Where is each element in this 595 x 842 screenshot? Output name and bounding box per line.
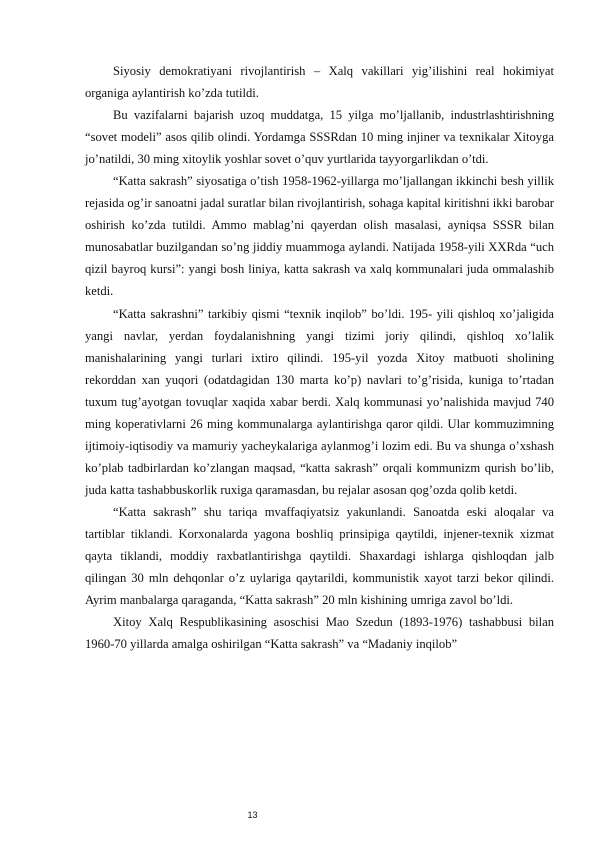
paragraph: “Katta sakrashni” tarkibiy qismi “texnik inqilob” bo’ldi. 195- yili qishloq xo’jaligida yangi navlar, yerdan foydalanishning yangi tizimi joriy qilindi, qishloq xo’lalik manishalarining yangi turlari ixtiro qilindi. 195-yil yozda Xitoy matbuoti sholining rekorddan xan yuqori (odatdagidan 130 marta ko’p) navlari to’g’risida, kuniga to’rtadan tuxum tug’ayotgan tovuqlar xaqida xabar berdi. Xalq kommunasi yo’nalishida mavjud 740 ming koperativlarni 26 ming kommunalarga aylantirishga qaror qildi. Ular kommuzimning ijtimoiy-iqtisodiy va mamuriy yacheykalariga aylanmog’i lozim edi. Bu va shunga o’xshash ko’plab tadbirlardan ko’zlangan maqsad, “katta sakrash” orqali kommunizm qurish bo’lib, juda katta tashabbuskorlik ruxiga qaramasdan, bu rejalar asosan qog’ozda qolib ketdi.	[85, 306, 554, 497]
page-number: 13	[247, 810, 258, 820]
body-text	[85, 60, 554, 655]
paragraph: “Katta sakrash” siyosatiga o’tish 1958-1962-yillarga mo’ljallangan ikkinchi besh yillik rejasida og’ir sanoatni jadal suratlar bilan rivojlantirish, sohaga kapital kiritishni ikki barobar oshirish ko’zda tutildi. Ammo mablag’ni qayerdan olish masalasi, ayniqsa SSSR bilan munosabatlar buzilgandan so’ng jiddiy muammoga aylandi. Natijada 1958-yili XXRda “uch qizil bayroq kursi”: yangi bosh liniya, katta sakrash va xalq kommunalari juda ommalashib ketdi.	[85, 174, 554, 299]
paragraph: “Katta sakrash” shu tariqa mvaffaqiyatsiz yakunlandi. Sanoatda eski aloqalar va tartiblar tiklandi. Korxonalarda yagona boshliq prinsipiga qaytildi, injener-texnik xizmat qayta tiklandi, moddiy raxbatlantirishga qaytildi. Shaxardagi ishlarga qishloqdan jalb qilingan 30 mln dehqonlar o’z uylariga qaytarildi, kommunistik xayot tarzi bekor qilindi. Ayrim manbalarga qaraganda, “Katta sakrash” 20 mln kishining umriga zavol bo’ldi.	[85, 504, 554, 608]
paragraph: Xitoy Xalq Respublikasining asoschisi Mao Szedun (1893-1976) tashabbusi bilan 1960-70 yillarda amalga oshirilgan “Katta sakrash” va “Madaniy inqilob”	[85, 615, 554, 652]
paragraph: Siyosiy demokratiyani rivojlantirish – Xalq vakillari yig’ilishini real hokimiyat organiga aylantirish ko’zda tutildi.	[85, 64, 554, 101]
paragraph: Bu vazifalarni bajarish uzoq muddatga, 15 yilga mo’ljallanib, industrlashtirishning “sovet modeli” asos qilib olindi. Yordamga SSSRdan 10 ming injiner va texnikalar Xitoyga jo’natildi, 30 ming xitoylik yoshlar sovet o’quv yurtlarida tayyorgarlikdan o’tdi.	[85, 108, 554, 167]
